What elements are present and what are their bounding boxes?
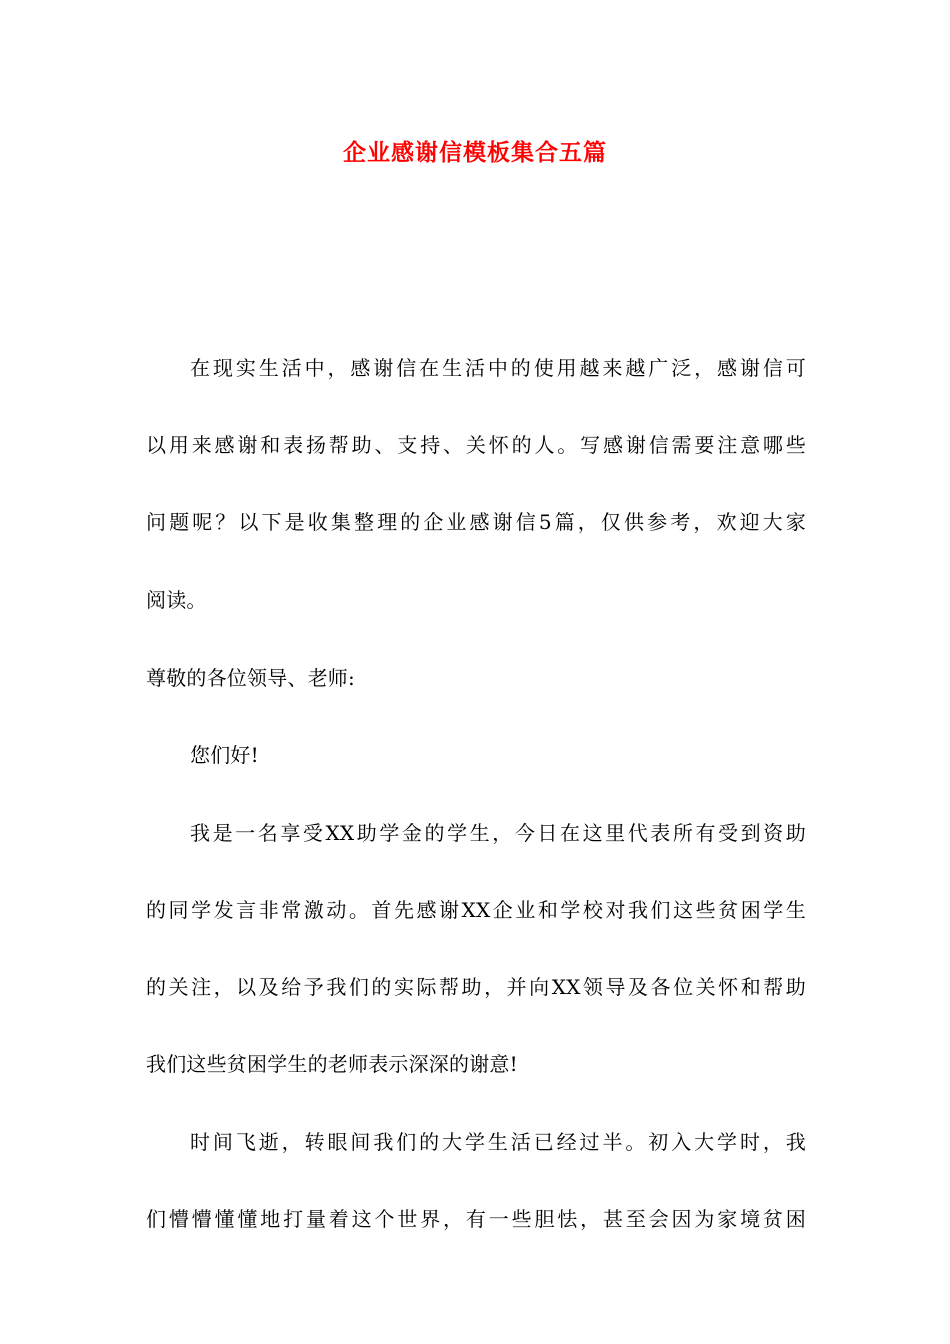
body-line: 尊敬的各位领导、老师: bbox=[146, 666, 355, 690]
body-line: 我们这些贫困学生的老师表示深深的谢意! bbox=[146, 1052, 518, 1076]
body-line: 阅读。 bbox=[146, 588, 207, 612]
body-line: 以用来感谢和表扬帮助、支持、关怀的人。写感谢信需要注意哪些 bbox=[146, 433, 806, 457]
body-line: 的同学发言非常激动。首先感谢XX企业和学校对我们这些贫困学生 bbox=[146, 898, 806, 922]
body-line: 时间飞逝，转眼间我们的大学生活已经过半。初入大学时，我 bbox=[190, 1130, 806, 1154]
body-line: 的关注，以及给予我们的实际帮助，并向XX领导及各位关怀和帮助 bbox=[146, 975, 806, 999]
body-line: 问题呢？以下是收集整理的企业感谢信5篇，仅供参考，欢迎大家 bbox=[146, 510, 806, 534]
document-title: 企业感谢信模板集合五篇 bbox=[343, 139, 607, 166]
body-line: 们懵懵懂懂地打量着这个世界，有一些胆怯，甚至会因为家境贫困 bbox=[146, 1207, 806, 1231]
body-line: 我是一名享受XX助学金的学生，今日在这里代表所有受到资助 bbox=[190, 821, 806, 845]
body-line: 您们好! bbox=[190, 743, 259, 767]
body-line: 在现实生活中，感谢信在生活中的使用越来越广泛，感谢信可 bbox=[190, 356, 806, 380]
